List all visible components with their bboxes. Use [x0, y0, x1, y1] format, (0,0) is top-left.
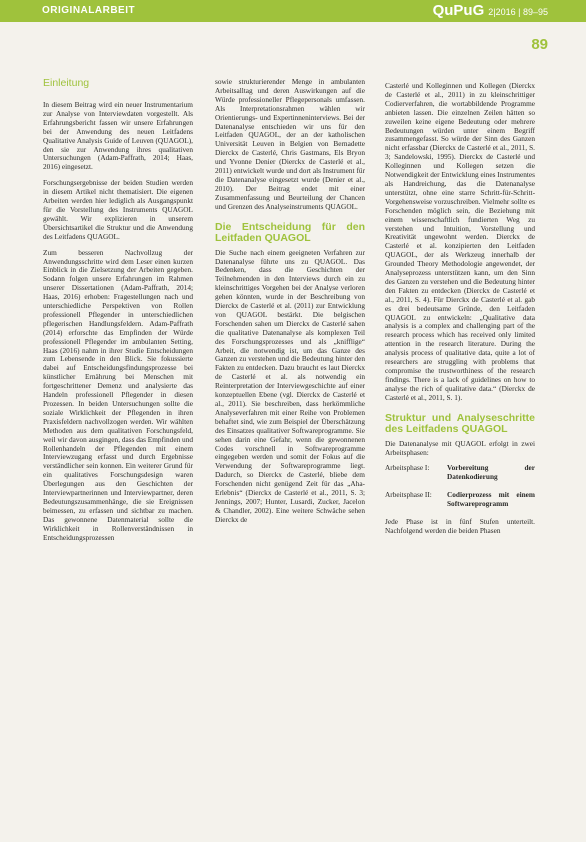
paragraph: Forschungsergebnisse der beiden Studien werden in diesem Artikel nicht thematisiert. Die eigenen Arbeiten werden hier lediglich als Ausgangspunkt für die Vorstellung des Instruments QUAGOL gewählt. Wir explizieren in unserem Übersichtsartikel die Struktur und die Anwendung des Leitfadens QUAGOL. — [43, 178, 193, 241]
paragraph: Zum besseren Nachvollzug der Anwendungsschritte wird dem Leser einen kurzen Einblick in die Zielsetzung der Arbeiten gegeben. Sodann folgen unsere Erfahrungen im Rahmen unserer Dissertationen (Adam-Paffrath, 2014; Haas, 2016) erhoben: Fragestellungen nach und unterschiedliche Perspektiven von Rollen professionell Pflegender in unterschiedlichen pflegerischen Handlungsfeldern. Adam-Paffrath (2014) erforschte das Empfinden der Würde professionell Pflegender im ambulanten Setting, Haas (2016) nahm in ihrer Studie Entscheidungen zum Lebensende in den Blick. Sie fokussierte dabei auf Entscheidungsfindungsprozesse bei künstlicher Ernährung bei Menschen mit fortgeschrittener Demenz und analysierte das Handeln professionell Pflegender in diesen Prozessen. In beiden Untersuchungen sollte die soziale Wirklichkeit der Pflegenden in ihren Praxisfeldern nachvollzogen werden. Wir wählten Methoden aus dem qualitativen Forschungsfeld, weil wir davon ausgingen, dass das Empfinden und Rollenhandeln der Pflegenden mit einem Interviewzugang erfasst und durch Ergebnisse verständlicher sein konnen. Ein weiterer Grund für ein qualitatives Forschungsdesign waren Überlegungen aus den Geschichten der Interviewpartnerinnen und Interviewpartner, deren Bedeutungszusammenhänge, die sie Ereignissen beimessen, zu erfassen und sichtbar zu machen. Das gewonnene Datenmaterial sollte die Wirklichkeit in Rollenverständnissen in Entscheidungsprozessen — [43, 247, 193, 542]
phase-label: Arbeitsphase I: — [385, 463, 430, 473]
paragraph: Die Suche nach einem geeigneten Verfahren zur Datenanalyse führte uns zu QUAGOL. Das Bedenken, dass die Geschichten der Teilnehmenden in den Interviews durch ein zu kleinschrittiges Vorgehen bei der Analyse verloren gehen könnten, wurde in der Beschreibung von Dierckx de Casterlé et al. (2011) zur Entwicklung von QUAGOL bestärkt. Die belgischen Forschenden sahen um Dierckx de Casterlé sahen die qualitative Datenanalyse als komplexen Teil des Forschungsprozesses und als „knifflige“ Arbeit, die notwendig ist, um das Ganze des Ganzen zu verstehen und die Bedeutung hinter den Fakten zu entdecken. Dazu braucht es laut Dierckx de Casterlé et al. als notwendig ein Reinterpretation der Interviewgeschichte auf einer konzeptuellen Ebene (vgl. Dierckx de Casterlé et al., 2011). Sie beschreiben, dass herkömmliche Analyseverfahren mit einer Reihe von Problemen behaftet sind, wie zum Beispiel der Überschätzung des Einsatzes qualitativer Softwareprogramme. Sie sehen darin eine Gefahr, wenn die gewonnenen Codes vorschnell in Softwareprogramme eingegeben werden und somit der Fokus auf die Verwendung der Softwareprogramme liegt. Dadurch, so Dierckx de Casterlé, bliebe dem Forschenden nicht genügend Zeit für das „Aha-Erlebnis“ (Dierckx de Casterlé et al., 2011, S. 3; Jennings, 2007; Hunter, Lusardi, Zucker, Jacelon & Chandler, 2002). Eine weitere Schwäche sehen Dierckx de — [215, 247, 365, 524]
section-label: ORIGINALARBEIT — [42, 5, 136, 16]
phase-row — [385, 464, 535, 482]
section-heading-einleitung: Einleitung — [43, 77, 90, 89]
issue-info: 2|2016 | 89–95 — [488, 7, 548, 17]
phase-label: Arbeitsphase II: — [385, 490, 432, 500]
phase-description: Codierprozess mit einem Softwareprogramm — [447, 490, 535, 509]
paragraph: sowie strukturierender Menge in ambulanten Arbeitsalltag und deren Auswirkungen auf die Würde professioneller Pflegepersonals umfassen. Als Interpretationsrahmen wählen wir Orientierungs- und Expertinneninterviews. Bei der Datenanalyse entschieden wir uns für den Leitfaden QUAGOL, der an der katholischen Universität Leuven in Belgien von Bernadette Dierckx de Casterlé, Chris Gastmans, Els Bryon und Yvonne Denier (Dierckx de Casterlé et al., 2011) entwickelt wurde und dort als Instrument für die Datenanalyse eingesetzt wurde (Denier et al., 2010). Der Beitrag endet mit einer Zusammenfassung und Beurteilung der Chancen und Grenzen des Analyseinstruments QUAGOL. — [215, 77, 365, 211]
column-3 — [385, 82, 535, 543]
paragraph: Jede Phase ist in fünf Stufen unterteilt. Nachfolgend werden die beiden Phasen — [385, 517, 535, 535]
section-heading-entscheidung: Die Entscheidung für den Leitfaden QUAGOL — [215, 220, 365, 244]
phase-description: Vorbereitung der Datenkodierung — [447, 463, 535, 482]
paragraph: In diesem Beitrag wird ein neuer Instrumentarium zur Analyse von Interviewdaten vorgestellt. Als Erfahrungsbericht fassen wir unsere Erfahrungen bei der Anwendung des neuen Leitfadens Qualitative Analysis Guide of Leuven (QUAGOL), den sie zur Anwendung ihres qualitativen Untersuchungen (Adam-Paffrath, 2014; Haas, 2016) eingesetzt. — [43, 100, 193, 172]
column-1 — [43, 78, 193, 550]
paragraph: Die Datenanalyse mit QUAGOL erfolgt in zwei Arbeitsphasen: — [385, 438, 535, 457]
section-heading-struktur: Struktur und Analyseschritte des Leitfadens QUAGOL — [385, 411, 535, 435]
journal-brand — [433, 2, 548, 20]
column-2 — [215, 78, 365, 532]
phase-row — [385, 491, 535, 509]
journal-logo: QuPuG — [432, 2, 485, 19]
paragraph: Casterlé und Kolleginnen und Kollegen (Dierckx de Casterlé et al., 2011) in zu kleinschrittiger Codierverfahren, die wortabbildende Programme anbieten lassen. Die einzelnen Zeilen hätten so zuweilen keine eigene Bedeutung oder mehrere Bedeutungen würden unter einem Begriff zusammengefasst. So würde der Sinn des Ganzen nicht erfassbar (Dierckx de Casterlé et al., 2011, S. 3; Sandelowski, 1995). Dierckx de Casterlé und Kolleginnen und Kollegen setzen die Notwendigkeit der Entwicklung eines Instrumentes als Handreichung, das die Datenanalyse unterstützt, ohne eine starre Schritt-für-Schritt-Vorgehensweise vorzuschreiben. Vielmehr sollte es Forschenden möglich sein, die Beziehung mit einem wissenschaftlich fundierten Weg zu verstehen und Intuition, Vorstellung und Kreativität ungewohnt werden. Dierckx de Casterlé et al. konzipierten den Leitfaden QUAGOL, der als Werkzeug innerhalb der Grounded Theory Methodologie angewendet, der Analyseprozess unterstützen kann, um den Sinn des Ganzen zu verstehen und die Bedeutung hinter den Fakten zu entdecken (Dierckx de Casterlé et al., 2011, S. 4). Für Dierckx de Casterlé et al. gab es drei bedeutsame Gründe, den Leitfaden QUAGOL zu entwickeln: „Qualitative data analysis is a complex and challenging part of the research process which has received only limited attention in the research literature. During the analysis process of qualitative data, quite a lot of researchers are struggling with problems that compromise the trustworthiness of the research findings. There is a lack of guidelines on how to analyse the rich of qualitative data.“ (Dierckx de Casterlé et al., 2011, S. 1). — [385, 81, 535, 402]
page-number: 89 — [531, 36, 548, 53]
header-bar — [0, 0, 586, 22]
